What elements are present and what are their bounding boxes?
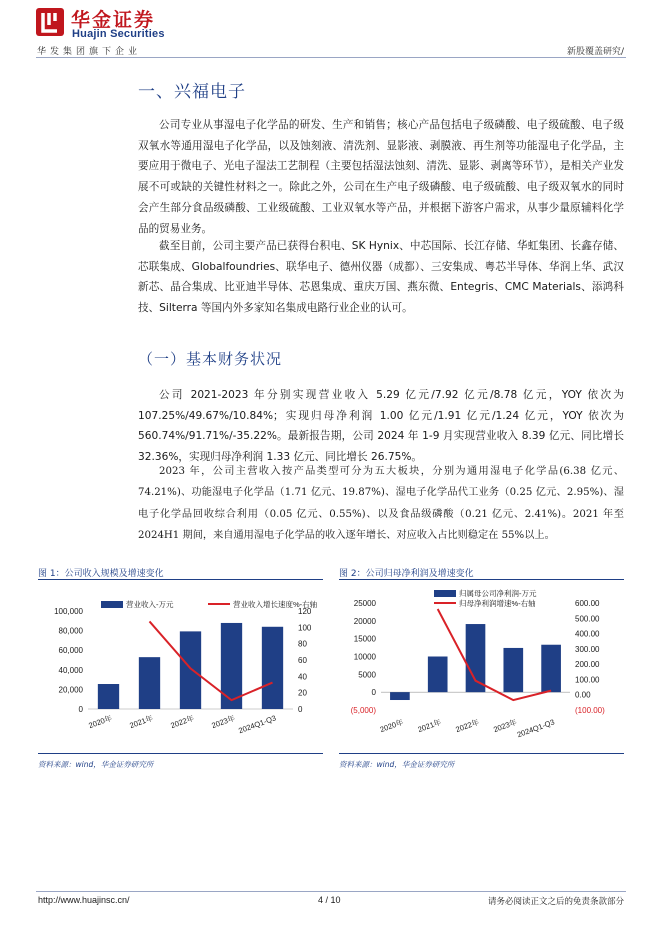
y2-tick-label: 0 — [298, 705, 303, 714]
section-title-company: 一、兴福电子 — [138, 82, 246, 102]
y-tick-label: 0 — [371, 688, 376, 698]
legend-label: 归母净利润增速%-右轴 — [459, 599, 536, 608]
x-category-label: 2023年 — [210, 713, 237, 731]
y2-tick-label: 100 — [298, 623, 312, 633]
y-tick-label: 20000 — [353, 616, 376, 626]
y-tick-label: (5,000) — [350, 706, 376, 715]
x-category-label: 2024Q1-Q3 — [515, 717, 556, 740]
figure2-bottom-rule — [339, 753, 624, 754]
x-category-label: 2024Q1-Q3 — [237, 713, 278, 736]
report-type: 新股覆盖研究/ — [566, 47, 624, 57]
footer-url: http://www.huajinsc.cn/ — [38, 895, 130, 905]
bar-2020年 — [98, 684, 119, 709]
y-tick-label: 80,000 — [58, 626, 83, 636]
y2-tick-label: 400.00 — [575, 629, 600, 639]
figure2-chart — [339, 582, 624, 752]
figure2-title: 图 2：公司归母净利润及增速变化 — [339, 569, 474, 579]
header-divider — [36, 57, 626, 58]
bar-2021年 — [428, 657, 448, 693]
legend-bar-swatch — [434, 590, 456, 597]
bar-2023年 — [503, 648, 523, 692]
bar-2024Q1-Q3 — [541, 645, 561, 692]
figure2-source: 资料来源：wind，华金证券研究所 — [339, 760, 455, 769]
paragraph-financials: 公司 2021-2023 年分别实现营业收入 5.29 亿元/7.92 亿元/8.78 亿元，YOY 依次为 107.25%/49.67%/10.84%；实现归母净利润 1.00 亿元/1.91 亿元/1.24 亿元，YOY 依次为 560.74%/91.71%/-35.22%。最新报告期，公司 2024 年 1-9 月实现营业收入 8.39 亿元、同比增长 32.36%，实现归母净利润 1.33 亿元、同比增长 26.75%。 — [138, 389, 624, 463]
y2-tick-label: 40 — [298, 672, 307, 682]
footer-disclaimer: 请务必阅读正文之后的免责条款部分 — [487, 897, 624, 907]
growth-rate-line — [150, 621, 273, 700]
y2-tick-label: 20 — [298, 688, 307, 698]
x-category-label: 2022年 — [454, 717, 481, 735]
x-category-label: 2021年 — [128, 713, 155, 731]
y-tick-label: 0 — [78, 705, 83, 714]
bar-2022年 — [180, 631, 201, 709]
x-category-label: 2023年 — [492, 717, 518, 735]
bar-2024Q1-Q3 — [262, 627, 283, 709]
legend-label: 营业收入增长速度%-右轴 — [233, 600, 318, 609]
x-category-label: 2022年 — [169, 713, 196, 731]
figure1-bottom-rule — [38, 753, 323, 754]
logo-text-en: Huajin Securities — [72, 28, 165, 40]
bar-2021年 — [139, 657, 160, 709]
y-tick-label: 40,000 — [58, 665, 83, 675]
y-tick-label: 20,000 — [58, 685, 83, 695]
x-category-label: 2020年 — [87, 713, 114, 731]
y2-tick-label: 100.00 — [575, 675, 600, 685]
y2-tick-label: 600.00 — [575, 599, 600, 608]
figure1-chart — [38, 582, 323, 752]
legend-bar-swatch — [101, 601, 123, 608]
y-tick-label: 60,000 — [58, 646, 83, 656]
y2-tick-label: (100.00) — [575, 706, 605, 715]
logo-text-cn: 华金证券 — [71, 9, 156, 31]
x-category-label: 2021年 — [416, 717, 443, 735]
page-number: 4 / 10 — [318, 895, 341, 905]
section-title-financials: （一）基本财务状况 — [138, 350, 283, 368]
y-tick-label: 5000 — [358, 670, 376, 680]
huajin-logo-icon — [36, 8, 64, 36]
figure2-top-rule — [339, 579, 624, 580]
paragraph-revenue-mix: 2023 年，公司主营收入按产品类型可分为五大板块，分别为通用湿电子化学品(6.38 亿元、74.21%)、功能湿电子化学品（1.71 亿元、19.87%)、湿电子化学品代工业务（0.25 亿元、2.95%)、湿电子化学品回收综合利用（0.05 亿元、0.55%)、以及食品级磷酸（0.21 亿元、2.41%)。2021 年至 2024H1 期间，来自通用湿电子化学品的收入逐年增长、对应收入占比则稳定在 55%以上。 — [138, 466, 624, 541]
y2-tick-label: 0.00 — [575, 690, 591, 700]
figure1-top-rule — [38, 579, 323, 580]
y2-tick-label: 60 — [298, 656, 307, 665]
y-tick-label: 25000 — [353, 599, 376, 608]
group-tagline: 华发集团旗下企业 — [37, 47, 142, 57]
y2-tick-label: 80 — [298, 639, 307, 649]
legend-label: 归属母公司净利润-万元 — [459, 589, 537, 598]
footer-divider — [36, 891, 626, 892]
y2-tick-label: 120 — [298, 607, 312, 616]
bar-2020年 — [390, 692, 410, 700]
y2-tick-label: 300.00 — [575, 644, 600, 654]
growth-rate-line — [438, 609, 551, 700]
y2-tick-label: 500.00 — [575, 614, 600, 624]
page-header — [0, 0, 662, 62]
bar-2022年 — [466, 624, 486, 692]
legend-label: 营业收入-万元 — [126, 600, 174, 609]
figure1-source: 资料来源：wind，华金证券研究所 — [38, 760, 154, 769]
y-tick-label: 10000 — [353, 652, 376, 662]
figure1-title: 图 1：公司收入规模及增速变化 — [38, 569, 164, 579]
y-tick-label: 15000 — [353, 634, 376, 644]
x-category-label: 2020年 — [378, 717, 405, 735]
paragraph-business: 公司专业从事湿电子化学品的研发、生产和销售；核心产品包括电子级磷酸、电子级硫酸、电子级双氧水等通用湿电子化学品，以及蚀刻液、清洗剂、显影液、剥膜液、再生剂等功能湿电子化学品，主要应用于微电子、光电子湿法工艺制程（主要包括湿法蚀刻、清洗、显影、剥离等环节），是相关产业发展不可或缺的关键性材料之一。除此之外，公司在生产电子级磷酸、电子级硫酸、电子级双氧水的同时会产生部分食品级磷酸、工业级硫酸、工业双氧水等产品，并根据下游客户需求，从事少量原辅料化学品的贸易业务。 — [138, 119, 624, 235]
paragraph-customers: 截至目前，公司主要产品已获得台积电、SK Hynix、中芯国际、长江存储、华虹集团、长鑫存储、芯联集成、Globalfoundries、联华电子、德州仪器（成都）、三安集成、粤芯半导体、华润上华、武汉新芯、晶合集成、比亚迪半导体、芯恩集成、重庆万国、燕东微、Entegris、CMC Materials、添鸿科技、Silterra 等国内外多家知名集成电路行业企业的认可。 — [138, 240, 624, 315]
y-tick-label: 100,000 — [54, 607, 83, 616]
y2-tick-label: 200.00 — [575, 660, 600, 670]
